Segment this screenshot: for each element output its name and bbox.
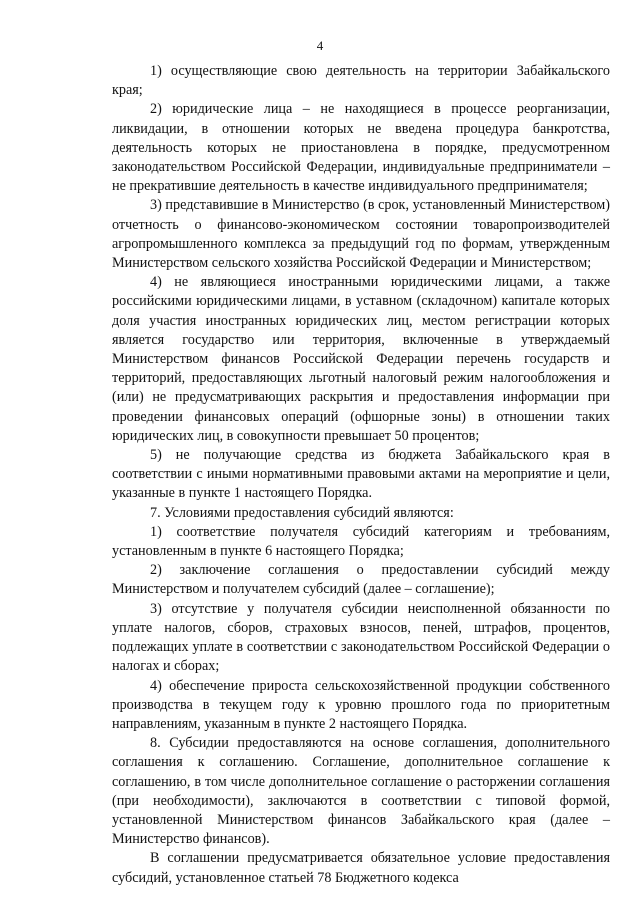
- paragraph-3: 3) представившие в Министерство (в срок, установленный Министерством) отчетность о финансово-экономическом состоянии товаропроизводителей агропромышленного комплекса за предыдущий год по формам, утвержденным Министерством сельского хозяйства Российской Федерации и Министерством;: [112, 197, 610, 272]
- paragraph-5: 5) не получающие средства из бюджета Забайкальского края в соответствии с иными нормативными правовыми актами на мероприятие и цели, указанные в пункте 1 настоящего Порядка.: [112, 447, 610, 502]
- section-8-paragraph: 8. Субсидии предоставляются на основе соглашения, дополнительного соглашения к соглашению. Соглашение, дополнительное соглашение к соглашению, в том числе дополнительное соглашение о расторжении соглашения (при необходимости), заключаются в соответствии с типовой формой, установленной Министерством финансов Забайкальского края (далее – Министерство финансов).: [112, 735, 610, 848]
- section-7-heading: 7. Условиями предоставления субсидий являются:: [150, 504, 454, 521]
- paragraph-7-3: 3) отсутствие у получателя субсидии неисполненной обязанности по уплате налогов, сборов, страховых взносов, пеней, штрафов, процентов, подлежащих уплате в соответствии с законодательством Российской Федерации о налогах и сборах;: [112, 600, 610, 675]
- paragraph-7-4: 4) обеспечение прироста сельскохозяйственной продукции собственного производства в текущем году к уровню прошлого года по приоритетным направлениям, указанным в пункте 2 настоящего Порядка.: [112, 677, 610, 732]
- paragraph-4: 4) не являющиеся иностранными юридическими лицами, а также российскими юридическими лицами, в уставном (складочном) капитале которых доля участия иностранных юридических лиц, местом регистрации которых является государство или территория, включенные в утверждаемый Министерством финансов Российской Федерации перечень государств и территорий, предоставляющих льготный налоговый режим налогообложения и (или) не предусматривающих раскрытия и предоставления информации при проведении финансовых операций (офшорные зоны) в отношении таких юридических лиц, в совокупности превышает 50 процентов;: [112, 274, 610, 444]
- document-body: [112, 62, 610, 888]
- paragraph-agreement-condition: В соглашении предусматривается обязательное условие предоставления субсидий, установленное статьей 78 Бюджетного кодекса: [112, 850, 610, 886]
- paragraph-1: 1) осуществляющие свою деятельность на территории Забайкальского края;: [112, 63, 610, 99]
- paragraph-2: 2) юридические лица – не находящиеся в процессе реорганизации, ликвидации, в отношении которых не введена процедура банкротства, деятельность которых не приостановлена в порядке, предусмотренном законодательством Российской Федерации, индивидуальные предприниматели – не прекратившие деятельность в качестве индивидуального предпринимателя;: [112, 101, 610, 195]
- paragraph-7-2: 2) заключение соглашения о предоставлении субсидий между Министерством и получателем субсидий (далее – соглашение);: [112, 562, 610, 598]
- paragraph-7-1: 1) соответствие получателя субсидий категориям и требованиям, установленным в пункте 6 настоящего Порядка;: [112, 523, 610, 560]
- page-number: 4: [316, 38, 324, 53]
